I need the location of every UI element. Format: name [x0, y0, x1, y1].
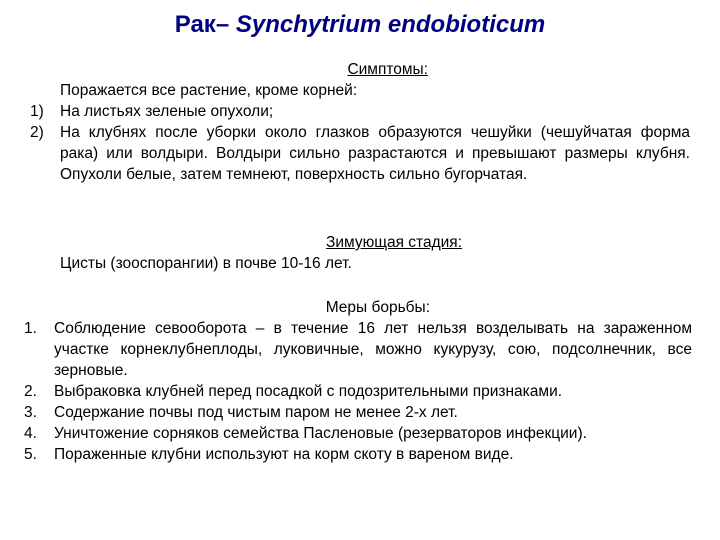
control-measure-text: Соблюдение севооборота – в течение 16 лет нельзя возделывать на зараженном участке корнеклубнеплоды, луковичные, можно кукурузу, сою, подсолнечник, все зерновые.	[54, 320, 692, 379]
winter-stage-text: Цисты (зооспорангии) в почве 10-16 лет.	[60, 255, 352, 272]
control-measures-heading: Меры борьбы:	[325, 299, 430, 316]
symptoms-section	[30, 59, 690, 185]
control-measure-text: Содержание почвы под чистым паром не менее 2-х лет.	[54, 404, 458, 421]
control-measure-number: 2.	[24, 383, 37, 400]
control-measure-number: 4.	[24, 425, 37, 442]
control-measure-number: 1.	[24, 320, 37, 337]
control-measure-item	[24, 402, 692, 423]
control-measures-section	[24, 297, 692, 465]
title-prefix: Рак–	[174, 11, 236, 38]
symptom-item-1	[30, 101, 690, 122]
symptom-item-number: 2)	[30, 124, 44, 141]
winter-stage-section	[30, 232, 690, 274]
symptom-item-text: На клубнях после уборки около глазков образуются чешуйки (чешуйчатая форма рака) или волдыри. Волдыри сильно разрастаются и превышают размеры клубня. Опухоли белые, затем темнеют, поверхность сильно бугорчатая.	[60, 124, 690, 183]
control-measure-text: Выбраковка клубней перед посадкой с подозрительными признаками.	[54, 383, 563, 400]
control-measures-list	[24, 318, 692, 465]
control-measure-item	[24, 381, 692, 402]
control-measure-text: Пораженные клубни используют на корм скоту в вареном виде.	[54, 446, 514, 463]
slide-title	[0, 10, 720, 40]
control-measure-text: Уничтожение сорняков семейства Пасленовые (резерваторов инфекции).	[54, 425, 587, 442]
control-measure-item	[24, 318, 692, 381]
control-measure-item	[24, 444, 692, 465]
symptom-item-text: На листьях зеленые опухоли;	[60, 103, 274, 120]
symptom-item-number: 1)	[30, 103, 44, 120]
symptom-item-2	[30, 122, 690, 185]
control-measure-number: 5.	[24, 446, 37, 463]
control-measure-item	[24, 423, 692, 444]
winter-stage-heading: Зимующая стадия:	[326, 234, 462, 251]
symptoms-heading: Симптомы:	[347, 61, 428, 78]
symptoms-intro: Поражается все растение, кроме корней:	[60, 82, 358, 99]
title-latin-name: Synchytrium endobioticum	[235, 11, 546, 38]
control-measure-number: 3.	[24, 404, 37, 421]
